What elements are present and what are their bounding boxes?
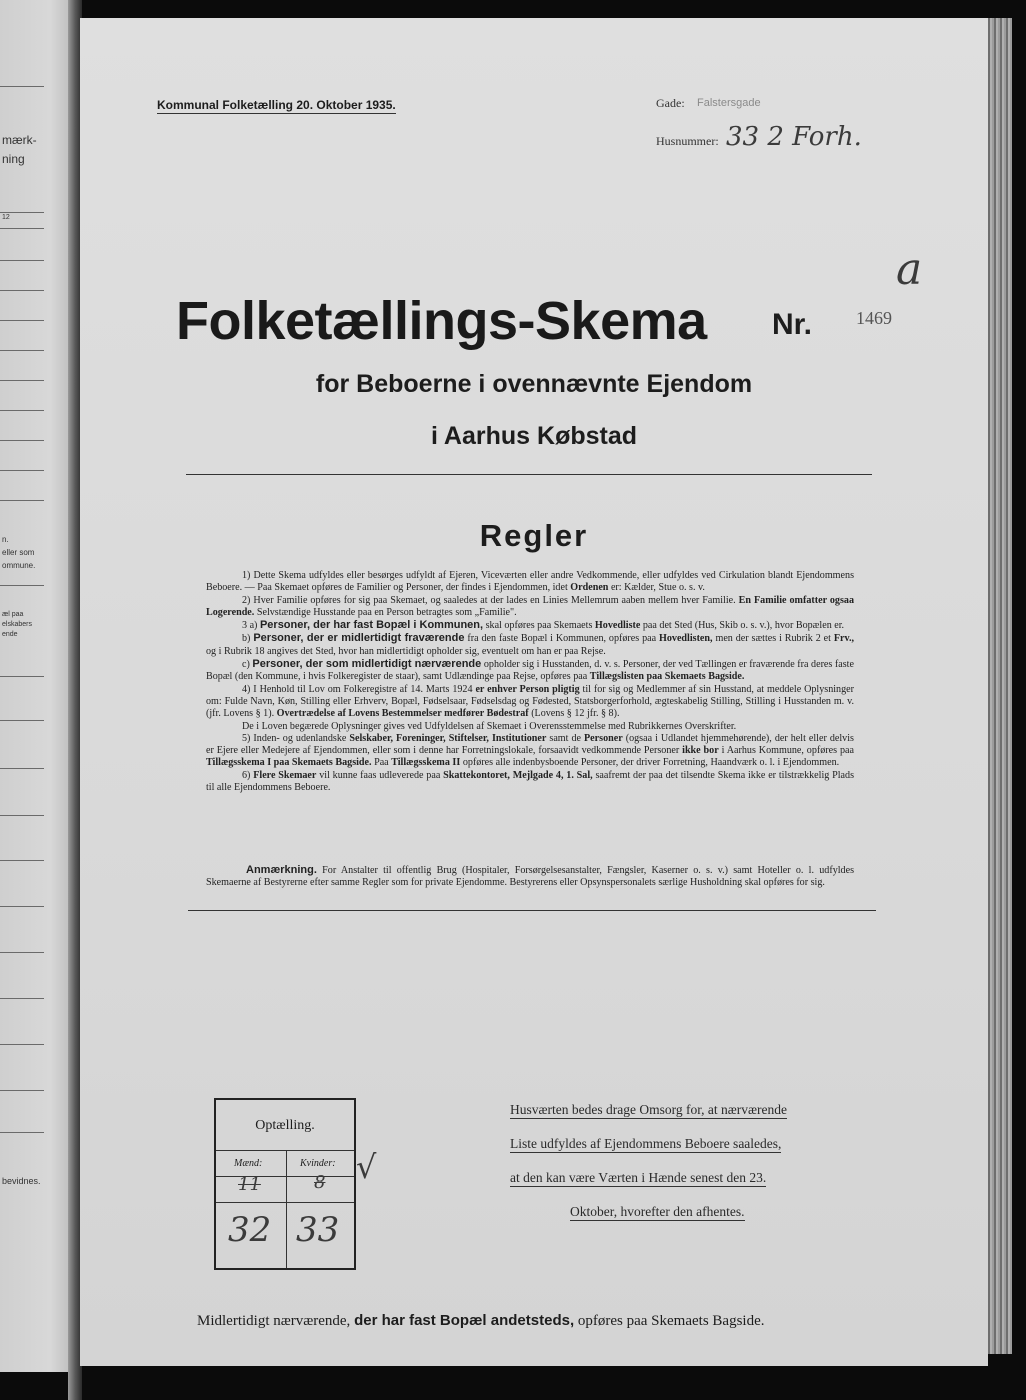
left-fragment-text: mærk- — [2, 133, 37, 147]
husnummer-label: Husnummer: — [656, 134, 719, 148]
rule-line — [0, 720, 44, 721]
left-page-fragment — [0, 0, 72, 1372]
check-mark: √ — [356, 1148, 377, 1186]
rule-line — [0, 1132, 44, 1133]
rule-line — [0, 212, 44, 213]
rule-line — [0, 768, 44, 769]
women-label: Kvinder: — [300, 1158, 336, 1169]
rule-line — [0, 952, 44, 953]
divider-line — [188, 910, 876, 911]
women-count-struck: 8 — [314, 1172, 326, 1193]
box-divider — [216, 1176, 354, 1177]
rule-6: 6) Flere Skemaer vil kunne faas udleverede paa Skattekontoret, Mejlgade 4, 1. Sal, saafremt der paa det tilsendte Skema ikke er tilstrækkelig Plads til alle Ejendommens Beboere. — [206, 769, 854, 794]
rule-line — [0, 500, 44, 501]
women-count-total: 33 — [296, 1210, 340, 1250]
annotation-text: For Anstalter til offentlig Brug (Hospitaler, Forsørgelsesanstalter, Fængsler, Kaserner o. s. v.) samt Hoteller o. l. udfyldes Skemaerne af Bestyrerne efter samme Regler som for private Ejendomme. Bestyrerens eller Opsynspersonalets særlige Husholdning skal opføres for sig. — [206, 865, 854, 889]
rule-line — [0, 320, 44, 321]
men-label: Mænd: — [234, 1158, 263, 1169]
rule-3c: c) Personer, der som midlertidigt nærværende opholder sig i Husstanden, d. v. s. Personer, der ved Tællingen er fraværende fra deres faste Bopæl (den Kommune, i hvis Folkeregister de staar), samt Udlændinge paa Rejse, opføres paa Tillægslisten paa Skemaets Bagside. — [206, 658, 854, 683]
form-title: Folketællings-Skema — [176, 291, 707, 351]
left-fragment-text: æl paa — [2, 611, 24, 618]
box-column-divider — [286, 1150, 287, 1268]
notice-line-4: Oktober, hvorefter den afhentes. — [570, 1204, 745, 1219]
box-divider — [216, 1202, 354, 1203]
men-count-total: 32 — [228, 1210, 272, 1250]
men-count-struck: 11 — [238, 1174, 261, 1195]
form-subtitle: for Beboerne i ovennævnte Ejendom — [315, 370, 753, 398]
rule-line — [0, 1090, 44, 1091]
rule-line — [0, 815, 44, 816]
rule-4-note: De i Loven begærede Oplysninger gives ved Udfyldelsen af Skemaet i Overensstemmelse med Rubrikkernes Overskrifter. — [242, 720, 737, 732]
gade-label: Gade: — [656, 96, 685, 110]
husnummer-handwritten: 33 2 Forh. — [726, 122, 862, 152]
rule-line — [0, 440, 44, 441]
rule-line — [0, 350, 44, 351]
rule-line — [0, 228, 44, 229]
rules-heading: Regler — [479, 518, 589, 553]
rule-5: 5) Inden- og udenlandske Selskaber, Foreninger, Stiftelser, Institutioner samt de Personer (ogsaa i Udlandet hjemmehørende), der helt eller delvis er Ejere eller Medejere af Ejendommen, eller som i denne har Forretningslokale, forsaavidt vedkommende Personer ikke bor i Aarhus Kommune, opføres paa Tillægsskema I paa Skemaets Bagside. Paa Tillægsskema II opføres alle indenbysboende Personer, der driver Forretning, Haandværk o. l. i Ejendommen. — [206, 732, 854, 769]
annotation-paragraph — [206, 864, 854, 890]
count-box-title: Optælling. — [255, 1118, 315, 1133]
rule-line — [0, 860, 44, 861]
left-fragment-text: bevidnes. — [2, 1176, 41, 1186]
rules-text — [206, 570, 854, 794]
rule-line — [0, 86, 44, 87]
form-number-label: Nr. — [772, 308, 813, 341]
rule-line — [0, 260, 44, 261]
footer-note: Midlertidigt nærværende, der har fast Bopæl andetsteds, opføres paa Skemaets Bagside. — [197, 1312, 765, 1329]
left-fragment-text: ende — [2, 631, 18, 638]
rule-line — [0, 676, 44, 677]
rule-line — [0, 585, 44, 586]
gade-value: Falstersgade — [697, 97, 761, 109]
divider-line — [186, 474, 872, 475]
rule-line — [0, 998, 44, 999]
rule-line — [0, 410, 44, 411]
box-divider — [216, 1150, 354, 1151]
left-fragment-text: 12 — [2, 214, 10, 221]
notice-line-2: Liste udfyldes af Ejendommens Beboere saaledes, — [510, 1136, 782, 1151]
form-number-value: 1469 — [856, 308, 892, 328]
rule-line — [0, 470, 44, 471]
rule-1: 1) Dette Skema udfyldes eller besørges udfyldt af Ejeren, Viceværten eller andre Vedkommende, eller udfyldes ved Cirkulation blandt Ejendommens Beboere. — Paa Skemaet opføres de Familier og Personer, der findes i Ejendommen, idet Ordenen er: Kælder, Stue o. s. v. — [206, 570, 854, 594]
notice-line-3: at den kan være Værten i Hænde senest den 23. — [510, 1170, 767, 1185]
rule-line — [0, 290, 44, 291]
left-fragment-text: eller som — [2, 548, 35, 557]
rule-3a: 3 a) Personer, der har fast Bopæl i Kommunen, skal opføres paa Skemaets Hovedliste paa det Sted (Hus, Skib o. s. v.), hvor Bopælen er. — [242, 619, 845, 632]
page-edges — [986, 18, 1012, 1354]
rule-3b: b) Personer, der er midlertidigt fraværende fra den faste Bopæl i Kommunen, opføres paa Hovedlisten, men der sættes i Rubrik 2 et Frv., og i Rubrik 18 angives det Sted, hvor han midlertidigt opholder sig, eventuelt om han er paa Rejse. — [206, 632, 855, 657]
census-form-page — [80, 18, 988, 1366]
left-fragment-text: elskabers — [2, 621, 32, 628]
census-header: Kommunal Folketælling 20. Oktober 1935. — [157, 98, 396, 112]
rule-line — [0, 906, 44, 907]
handwritten-mark: a — [896, 244, 923, 295]
form-subtitle-city: i Aarhus Købstad — [430, 422, 638, 450]
left-fragment-text: ommune. — [2, 561, 36, 570]
notice-line-1: Husværten bedes drage Omsorg for, at nærværende — [510, 1102, 788, 1117]
annotation-label: Anmærkning. — [246, 864, 317, 876]
rule-line — [0, 1044, 44, 1045]
left-fragment-text: ning — [2, 152, 25, 166]
rule-line — [0, 380, 44, 381]
left-fragment-text: n. — [2, 535, 9, 544]
rule-2: 2) Hver Familie opføres for sig paa Skemaet, og saaledes at der lades en Linies Mellemrum aaben mellem hver Familie. En Familie omfatter ogsaa Logerende. Selvstændige Husstande paa en Person betragtes som „Familie". — [206, 594, 854, 618]
count-box — [214, 1098, 356, 1270]
rule-4: 4) I Henhold til Lov om Folkeregistre af 14. Marts 1924 er enhver Person pligtig til for sig og Medlemmer af sin Husstand, at meddele Oplysninger om: Fulde Navn, Køn, Stilling eller Erhverv, Bopæl, Fødselsaar, Fødselsdag og Fødested, Statsborgerforhold, ægteskabelig Stilling, Stilling i Husstanden m. v. (jfr. Lovens § 1). Overtrædelse af Lovens Bestemmelser medfører Bødestraf (Lovens § 12 jfr. § 8). — [206, 683, 854, 720]
